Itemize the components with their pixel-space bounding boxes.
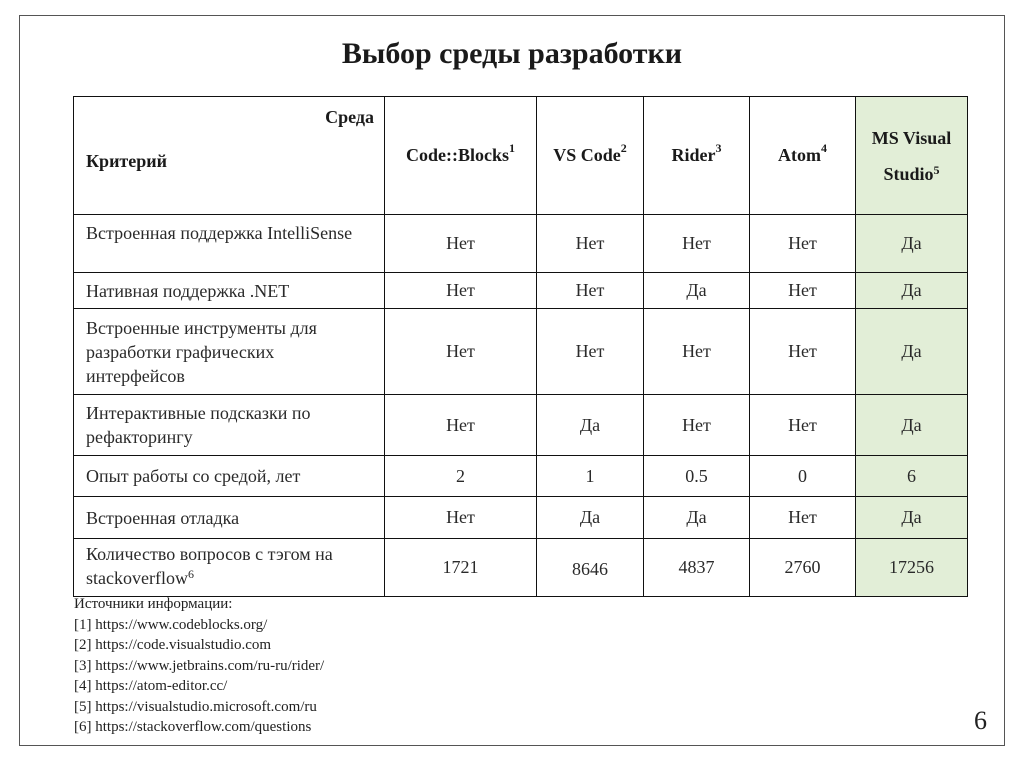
table-row xyxy=(74,395,968,456)
value-cell: Нет xyxy=(385,215,537,273)
criterion-ref: 6 xyxy=(187,567,194,581)
criterion-cell: Опыт работы со средой, лет xyxy=(74,456,385,497)
value-cell: Нет xyxy=(644,215,750,273)
value-cell: 1721 xyxy=(385,539,537,597)
header-rider xyxy=(644,97,750,215)
criterion-cell: Интерактивные подсказки по рефакторингу xyxy=(74,395,385,456)
header-vscode-name: VS Code xyxy=(553,145,621,165)
header-ms-name-line2: Studio xyxy=(883,163,934,184)
header-ms-name-line1: MS Visual xyxy=(871,127,952,148)
header-codeblocks-ref: 1 xyxy=(509,141,515,155)
value-cell: Нет xyxy=(644,309,750,395)
value-cell: Нет xyxy=(750,215,856,273)
value-cell: Нет xyxy=(750,309,856,395)
value-cell: Нет xyxy=(537,215,644,273)
value-cell: 0 xyxy=(750,456,856,497)
header-atom xyxy=(750,97,856,215)
header-vscode xyxy=(537,97,644,215)
source-item: [2] https://code.visualstudio.com xyxy=(74,637,272,653)
table-header-row xyxy=(74,97,968,215)
header-vscode-ref: 2 xyxy=(620,141,627,155)
value-cell: Нет xyxy=(385,309,537,395)
table-row xyxy=(74,456,968,497)
table-row xyxy=(74,215,968,273)
criterion-cell: Встроенная отладка xyxy=(74,497,385,539)
header-ms-visual-studio xyxy=(856,97,968,215)
header-corner-cell xyxy=(74,97,385,215)
value-cell: Да xyxy=(537,395,644,456)
source-item: [1] https://www.codeblocks.org/ xyxy=(74,616,268,633)
header-rider-ref: 3 xyxy=(715,141,722,155)
value-cell: 2760 xyxy=(750,539,856,597)
value-cell: Нет xyxy=(750,497,856,539)
slide-title: Выбор среды разработки xyxy=(341,37,683,70)
header-ms-ref: 5 xyxy=(933,162,940,177)
value-cell: 4837 xyxy=(644,539,750,597)
value-cell: Нет xyxy=(750,273,856,309)
value-cell: 1 xyxy=(537,456,644,497)
criterion-cell: Встроенная поддержка IntelliSense xyxy=(74,215,385,273)
value-cell-highlighted: 17256 xyxy=(856,539,968,597)
value-cell: Да xyxy=(644,273,750,309)
header-codeblocks xyxy=(385,97,537,215)
value-cell-highlighted: Да xyxy=(856,497,968,539)
comparison-table xyxy=(73,96,968,597)
value-cell-highlighted: 6 xyxy=(856,456,968,497)
criterion-text: Количество вопросов с тэгом на stackoverflow xyxy=(86,544,333,588)
value-cell: Нет xyxy=(537,273,644,309)
value-cell: Нет xyxy=(644,395,750,456)
criterion-cell xyxy=(74,539,385,597)
value-cell: Нет xyxy=(385,395,537,456)
value-cell: 0.5 xyxy=(644,456,750,497)
table-row xyxy=(74,539,968,597)
source-item: [4] https://atom-editor.cc/ xyxy=(74,678,228,694)
value-cell: 2 xyxy=(385,456,537,497)
header-rider-name: Rider xyxy=(671,145,716,165)
value-cell: Нет xyxy=(750,395,856,456)
value-cell: 8646 xyxy=(537,539,644,597)
header-criterion-label: Критерий xyxy=(86,151,168,171)
value-cell-highlighted: Да xyxy=(856,215,968,273)
value-cell-highlighted: Да xyxy=(856,309,968,395)
table-row xyxy=(74,497,968,539)
page-number: 6 xyxy=(974,706,987,735)
header-atom-ref: 4 xyxy=(821,141,827,155)
value-cell: Нет xyxy=(537,309,644,395)
source-item: [6] https://stackoverflow.com/questions xyxy=(74,719,312,735)
value-cell-highlighted: Да xyxy=(856,273,968,309)
source-item: [3] https://www.jetbrains.com/ru-ru/rider/ xyxy=(74,657,325,674)
sources-list xyxy=(74,594,324,738)
header-environment-label: Среда xyxy=(325,107,374,127)
value-cell: Нет xyxy=(385,497,537,539)
value-cell: Да xyxy=(644,497,750,539)
value-cell: Да xyxy=(537,497,644,539)
value-cell: Нет xyxy=(385,273,537,309)
source-item: [5] https://visualstudio.microsoft.com/ru xyxy=(74,698,317,715)
table-row xyxy=(74,309,968,395)
table-row xyxy=(74,273,968,309)
criterion-cell: Нативная поддержка .NET xyxy=(74,273,385,309)
sources-heading: Источники информации: xyxy=(74,596,233,612)
header-atom-name: Atom xyxy=(778,145,821,165)
header-codeblocks-name: Code::Blocks xyxy=(406,145,509,165)
value-cell-highlighted: Да xyxy=(856,395,968,456)
criterion-cell: Встроенные инструменты для разработки графических интерфейсов xyxy=(74,309,385,395)
